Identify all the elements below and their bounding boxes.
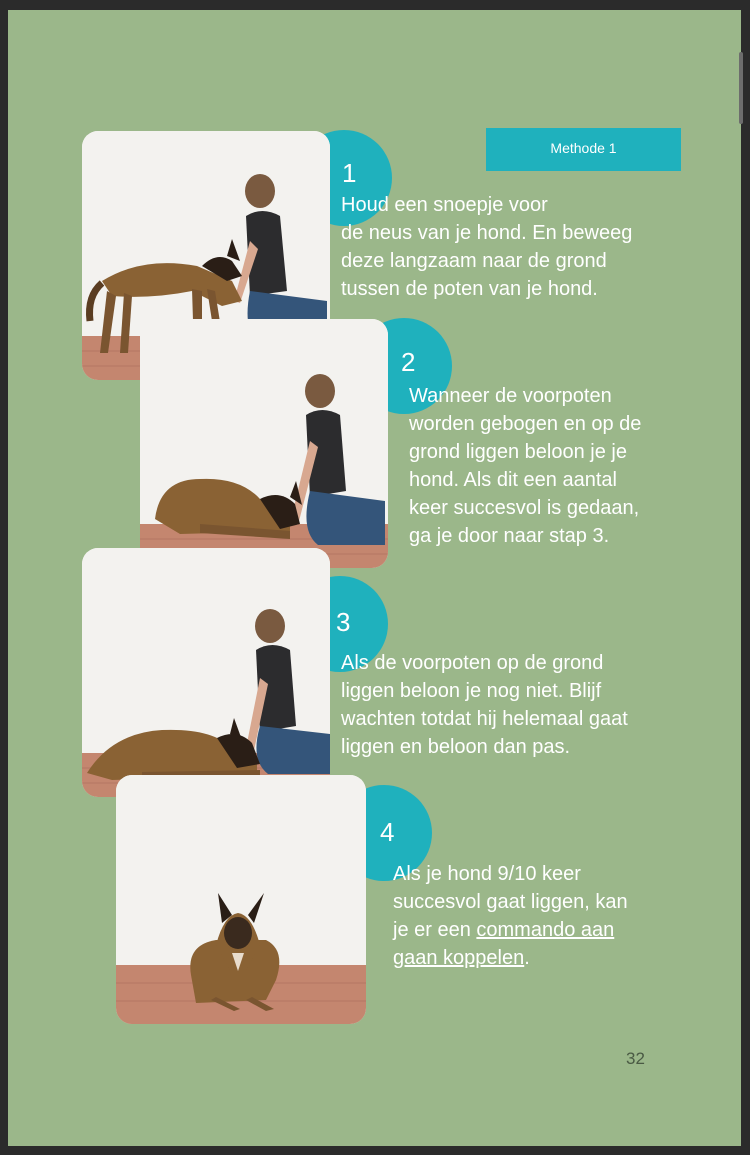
step-1-text: Houd een snoepje voor de neus van je hond. En beweeg deze langzaam naar de grond tussen de poten van je hond. xyxy=(341,194,633,300)
step-4-number: 4 xyxy=(380,817,395,847)
step-4-text xyxy=(393,860,628,972)
step-2-number: 2 xyxy=(401,347,416,377)
step-3-text: Als de voorpoten op de grond liggen beloon je nog niet. Blijf wachten totdat hij helemaal gaat liggen en beloon dan pas. xyxy=(341,652,628,758)
step-4-photo xyxy=(116,775,366,1024)
scrollbar-track[interactable] xyxy=(741,10,750,1146)
step-1-number: 1 xyxy=(342,158,357,188)
method-badge: Methode 1 xyxy=(486,128,681,171)
scrollbar-thumb[interactable] xyxy=(739,52,743,124)
page-number: 32 xyxy=(626,1049,645,1068)
step-2-photo xyxy=(140,319,388,568)
step-3-number: 3 xyxy=(336,607,351,637)
step-4-text-after: . xyxy=(524,947,530,969)
step-3-photo xyxy=(82,548,330,797)
step-4-text-before: Als je hond 9/10 keer succesvol gaat liggen, kan je er een xyxy=(393,863,628,941)
step-2-text: Wanneer de voorpoten worden gebogen en op de grond liggen beloon je je hond. Als dit een aantal keer succesvol is gedaan, ga je door naar stap 3. xyxy=(409,385,642,547)
command-link[interactable]: commando aan gaan koppelen xyxy=(393,919,615,969)
